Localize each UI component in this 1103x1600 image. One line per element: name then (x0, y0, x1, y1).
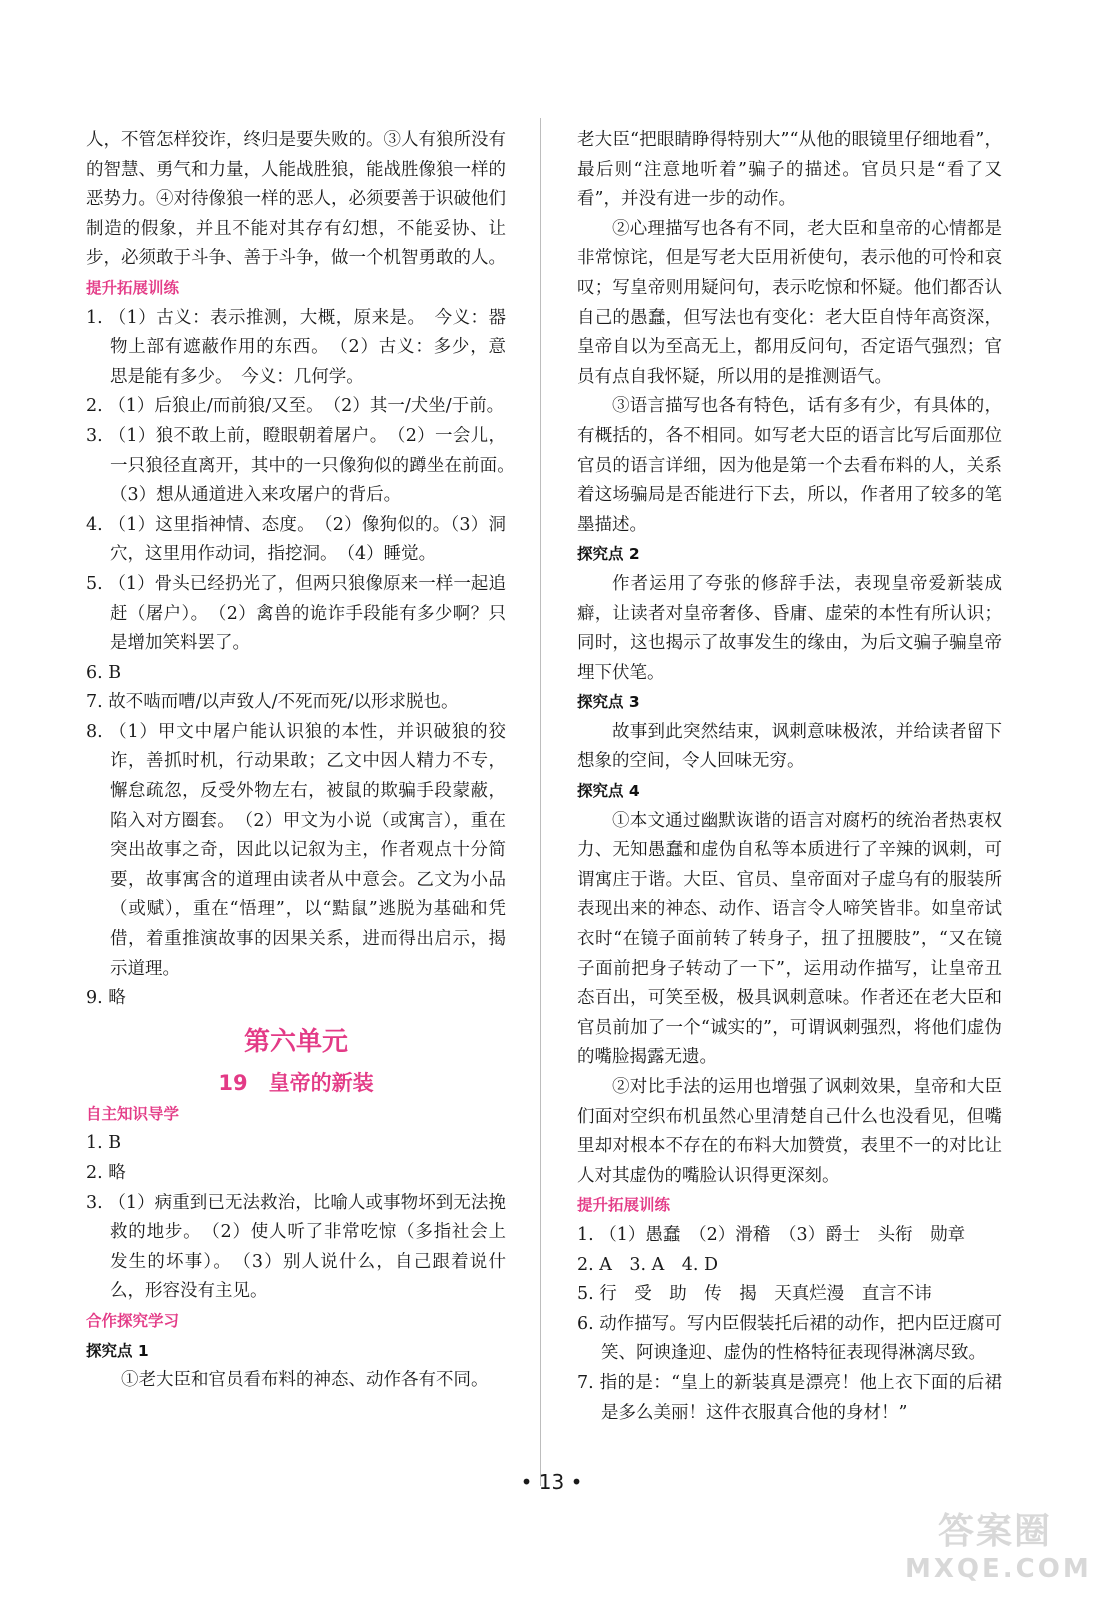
answer-item: 6. B (86, 662, 122, 683)
answer-item: 1. （1）古义：表示推测，大概，原来是。 今义：器物上部有遮蔽作用的东西。 （2）古义：多少，意思是能有多少。 今义：几何学。 (86, 307, 506, 387)
answer-item: 1. （1）愚蠢 （2）滑稽 （3）爵士 头衔 勋章 (577, 1224, 966, 1245)
inquiry-paragraph: 作者运用了夸张的修辞手法，表现皇帝爱新装成癖，让读者对皇帝奢侈、昏庸、虚荣的本性有所认识；同时，这也揭示了故事发生的缘由，为后文骗子骗皇帝埋下伏笔。 (577, 573, 1002, 683)
inquiry-point-label: 探究点 1 (86, 1341, 149, 1360)
answer-item: 5. （1）骨头已经扔光了，但两只狼像原来一样一起追赶（屠户）。 （2）禽兽的诡诈手段能有多少啊？只是增加笑料罢了。 (86, 573, 506, 654)
unit-title: 第六单元 (243, 1026, 348, 1057)
right-column (577, 126, 1002, 1428)
left-column (86, 126, 524, 1396)
inquiry-paragraph: ②对比手法的运用也增强了讽刺效果，皇帝和大臣们面对空织布机虽然心里清楚自己什么也没看见，但嘴里却对根本不存在的布料大加赞赏，表里不一的对比让人对其虚伪的嘴脸认识得更深刻。 (577, 1077, 1002, 1186)
answer-item: 3. （1）狼不敢上前，瞪眼朝着屠户。 （2）一会儿，一只狼径直离开，其中的一只像狗似的蹲坐在前面。 （3）想从通道进入来攻屠户的背后。 (86, 425, 524, 506)
answer-item: 7. 故不啮而嘈/以声致人/不死而死/以形求脱也。 (86, 692, 459, 713)
answer-item: 6. 动作描写。写内臣假装托后裙的动作，把内臣迂腐可笑、阿谀逢迎、虚伪的性格特征表现得淋漓尽致。 (577, 1313, 1002, 1364)
section-heading-self-study: 自主知识导学 (86, 1104, 180, 1123)
inquiry-paragraph: 老大臣“把眼睛睁得特别大”“从他的眼镜里仔细地看”，最后则“注意地听着”骗子的描述。官员只是“看了又看”，并没有进一步的动作。 (577, 130, 1002, 210)
answer-item: 2. （1）后狼止/而前狼/又至。 （2）其一/犬坐/于前。 (86, 396, 505, 417)
answer-item: 4. （1）这里指神情、态度。 （2）像狗似的。（3）洞穴，这里用作动词，指挖洞。 （4）睡觉。 (86, 514, 506, 565)
lesson-title: 19 皇帝的新装 (218, 1070, 374, 1095)
section-heading-extension-training: 提升拓展训练 (577, 1196, 671, 1215)
answer-item: 7. 指的是：“皇上的新装真是漂亮！他上衣下面的后裙是多么美丽！这件衣服真合他的身材！” (577, 1372, 1002, 1423)
inquiry-point-label: 探究点 4 (577, 782, 640, 801)
page-number: • 13 • (520, 1470, 583, 1494)
answer-item: 2. A 3. A 4. D (577, 1254, 719, 1275)
inquiry-point-label: 探究点 3 (577, 693, 640, 712)
answer-item: 1. B (86, 1133, 122, 1154)
watermark-logo (905, 1510, 1092, 1590)
inquiry-point-label: 探究点 2 (577, 545, 640, 564)
answer-item: 8. （1）甲文中屠户能认识狼的本性，并识破狼的狡诈，善抓时机，行动果敢；乙文中因人精力不专，懈怠疏忽，反受外物左右，被鼠的欺骗手段蒙蔽，陷入对方圈套。 （2）甲文为小说（或寓言），重在突出故事之奇，因此以记叙为主，作者观点十分简要，故事寓含的道理由读者从中意会。乙文为小品（或赋），重在“悟理”，以“黠鼠”逃脱为基础和凭借，着重推演故事的因果关系，进而得出启示，揭示道理。 (86, 721, 506, 979)
section-heading-extension-training: 提升拓展训练 (86, 278, 180, 297)
intro-paragraph: 人，不管怎样狡诈，终归是要失败的。③人有狼所没有的智慧、勇气和力量，人能战胜狼，能战胜像狼一样的恶势力。④对待像狼一样的恶人，必须要善于识破他们制造的假象，并且不能对其存有幻想，不能妥协、让步，必须敢于斗争、善于斗争，做一个机智勇敢的人。 (86, 130, 506, 269)
inquiry-paragraph: ①本文通过幽默诙谐的语言对腐朽的统治者热衷权力、无知愚蠢和虚伪自私等本质进行了辛辣的讽刺，可谓寓庄于谐。大臣、官员、皇帝面对子虚乌有的服装所表现出来的神态、动作、语言令人啼笑皆非。如皇帝试衣时“在镜子面前转了转身子，扭了扭腰肢”，“又在镜子面前把身子转动了一下”，运用动作描写，让皇帝丑态百出，可笑至极，极具讽刺意味。作者还在老大臣和官员前加了一个“诚实的”，可谓讽刺强烈，将他们虚伪的嘴脸揭露无遗。 (577, 810, 1002, 1068)
inquiry-paragraph: ③语言描写也各有特色，话有多有少，有具体的，有概括的，各不相同。如写老大臣的语言比写后面那位官员的语言详细，因为他是第一个去看布料的人，关系着这场骗局是否能进行下去，所以，作者用了较多的笔墨描述。 (577, 396, 1002, 535)
inquiry-paragraph: ①老大臣和官员看布料的神态、动作各有不同。 (121, 1370, 489, 1391)
answer-item: 2. 略 (86, 1163, 126, 1183)
inquiry-paragraph: 故事到此突然结束，讽刺意味极浓，并给读者留下想象的空间，令人回味无穷。 (577, 721, 1002, 772)
column-divider (540, 118, 541, 1486)
watermark-text: 答案圈 (937, 1511, 1052, 1552)
inquiry-paragraph: ②心理描写也各有不同，老大臣和皇帝的心情都是非常惊诧，但是写老大臣用祈使句，表示他的可怜和哀叹；写皇帝则用疑问句，表示吃惊和怀疑。他们都否认自己的愚蠢，但写法也有变化：老大臣自恃年高资深，皇帝自以为至高无上，都用反问句，否定语气强烈；官员有点自我怀疑，所以用的是推测语气。 (577, 218, 1002, 387)
answer-item: 9. 略 (86, 988, 126, 1009)
section-heading-cooperative-study: 合作探究学习 (86, 1311, 180, 1330)
answer-item: 5. 行 受 助 传 揭 天真烂漫 直言不讳 (577, 1284, 932, 1305)
watermark-url: MXQE.COM (905, 1554, 1092, 1584)
answer-item: 3. （1）病重到已无法救治，比喻人或事物坏到无法挽救的地步。 （2）使人听了非常吃惊（多指社会上发生的坏事）。 （3）别人说什么，自己跟着说什么，形容没有主见。 (86, 1192, 506, 1302)
